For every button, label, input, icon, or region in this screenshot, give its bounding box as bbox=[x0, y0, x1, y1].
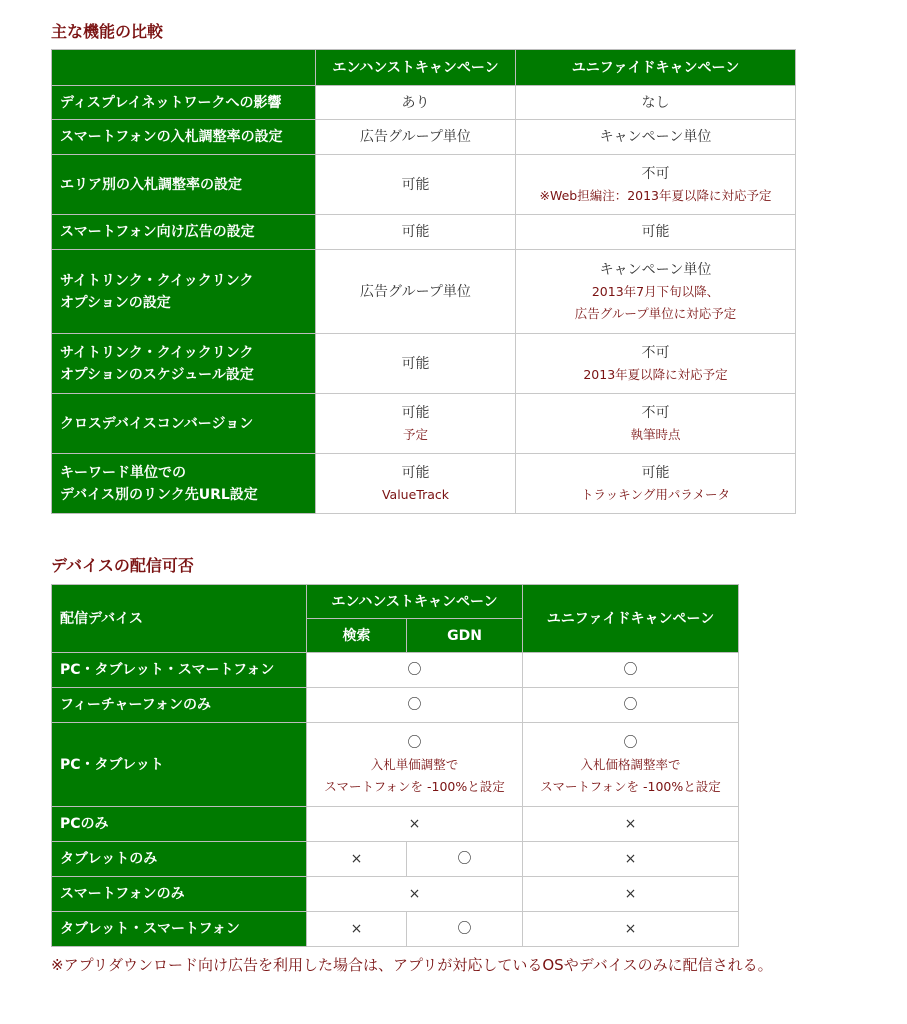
table-row bbox=[52, 912, 739, 947]
unified-note: 入札価格調整率で スマートフォンを -100%と設定 bbox=[540, 756, 721, 794]
header-search: 検索 bbox=[307, 619, 407, 653]
header-device: 配信デバイス bbox=[52, 585, 307, 653]
table-header-row bbox=[52, 585, 739, 619]
enhanced-note: ValueTrack bbox=[381, 486, 450, 502]
unified-cell: 不可 執筆時点 bbox=[516, 394, 796, 454]
unified-cell: 〇 入札価格調整率で スマートフォンを -100%と設定 bbox=[523, 723, 739, 807]
row-label: サイトリンク・クイックリンク オプションのスケジュール設定 bbox=[52, 334, 316, 394]
unified-cell: 不可 2013年夏以降に対応予定 bbox=[516, 334, 796, 394]
gdn-cell: 〇 bbox=[407, 842, 523, 877]
unified-note: ※Web担編注：2013年夏以降に対応予定 bbox=[539, 187, 772, 203]
header-enhanced: エンハンストキャンペーン bbox=[316, 50, 516, 86]
table-row bbox=[52, 842, 739, 877]
table-row bbox=[52, 334, 796, 394]
row-label: PC・タブレット bbox=[52, 723, 307, 807]
enhanced-cell: 〇 bbox=[307, 653, 523, 688]
row-label: スマートフォンのみ bbox=[52, 877, 307, 912]
unified-cell: キャンペーン単位 bbox=[516, 120, 796, 155]
unified-cell: 可能 bbox=[516, 215, 796, 250]
section-title-devices: デバイスの配信可否 bbox=[51, 556, 194, 575]
unified-cell: キャンペーン単位 2013年7月下旬以降、 広告グループ単位に対応予定 bbox=[516, 250, 796, 334]
footnote: ※アプリダウンロード向け広告を利用した場合は、アプリが対応しているOSやデバイスのみに配信される。 bbox=[51, 956, 773, 974]
row-label: キーワード単位での デバイス別のリンク先URL設定 bbox=[52, 454, 316, 514]
table-row bbox=[52, 86, 796, 120]
enhanced-cell: × bbox=[307, 807, 523, 842]
row-label: サイトリンク・クイックリンク オプションの設定 bbox=[52, 250, 316, 334]
unified-cell: × bbox=[523, 877, 739, 912]
table-row bbox=[52, 250, 796, 334]
table-header-row bbox=[52, 50, 796, 86]
unified-cell: × bbox=[523, 912, 739, 947]
section-title-features: 主な機能の比較 bbox=[51, 22, 164, 41]
row-label: PC・タブレット・スマートフォン bbox=[52, 653, 307, 688]
table-row bbox=[52, 723, 739, 807]
unified-note: 執筆時点 bbox=[630, 426, 681, 442]
unified-note: 2013年7月下旬以降、 広告グループ単位に対応予定 bbox=[574, 283, 737, 321]
enhanced-cell: 可能 予定 bbox=[316, 394, 516, 454]
enhanced-note: 入札単価調整で スマートフォンを -100%と設定 bbox=[324, 756, 505, 794]
enhanced-cell: × bbox=[307, 877, 523, 912]
search-cell: × bbox=[307, 842, 407, 877]
table-row bbox=[52, 877, 739, 912]
header-empty bbox=[52, 50, 316, 86]
table-row bbox=[52, 155, 796, 215]
table-row bbox=[52, 653, 739, 688]
unified-cell: 可能 トラッキング用パラメータ bbox=[516, 454, 796, 514]
header-unified: ユニファイドキャンペーン bbox=[516, 50, 796, 86]
unified-note: トラッキング用パラメータ bbox=[580, 486, 730, 502]
enhanced-cell: 可能 ValueTrack bbox=[316, 454, 516, 514]
enhanced-cell: あり bbox=[316, 86, 516, 120]
row-label: フィーチャーフォンのみ bbox=[52, 688, 307, 723]
header-enhanced: エンハンストキャンペーン bbox=[307, 585, 523, 619]
row-label: タブレット・スマートフォン bbox=[52, 912, 307, 947]
enhanced-cell: 広告グループ単位 bbox=[316, 120, 516, 155]
enhanced-cell: 〇 入札単価調整で スマートフォンを -100%と設定 bbox=[307, 723, 523, 807]
row-label: スマートフォンの入札調整率の設定 bbox=[52, 120, 316, 155]
unified-cell: × bbox=[523, 807, 739, 842]
table-row bbox=[52, 394, 796, 454]
table-row bbox=[52, 454, 796, 514]
enhanced-note: 予定 bbox=[402, 426, 428, 442]
unified-cell: 〇 bbox=[523, 688, 739, 723]
header-gdn: GDN bbox=[407, 619, 523, 653]
unified-cell: × bbox=[523, 842, 739, 877]
enhanced-cell: 広告グループ単位 bbox=[316, 250, 516, 334]
table-row bbox=[52, 215, 796, 250]
row-label: タブレットのみ bbox=[52, 842, 307, 877]
enhanced-cell: 可能 bbox=[316, 334, 516, 394]
row-label: クロスデバイスコンバージョン bbox=[52, 394, 316, 454]
row-label: ディスプレイネットワークへの影響 bbox=[52, 86, 316, 120]
unified-note: 2013年夏以降に対応予定 bbox=[583, 366, 728, 382]
header-unified: ユニファイドキャンペーン bbox=[523, 585, 739, 653]
enhanced-cell: 〇 bbox=[307, 688, 523, 723]
search-cell: × bbox=[307, 912, 407, 947]
device-delivery-table bbox=[51, 584, 739, 947]
row-label: PCのみ bbox=[52, 807, 307, 842]
row-label: スマートフォン向け広告の設定 bbox=[52, 215, 316, 250]
enhanced-cell: 可能 bbox=[316, 155, 516, 215]
feature-comparison-table bbox=[51, 49, 796, 514]
gdn-cell: 〇 bbox=[407, 912, 523, 947]
enhanced-cell: 可能 bbox=[316, 215, 516, 250]
unified-cell: 〇 bbox=[523, 653, 739, 688]
table-row bbox=[52, 807, 739, 842]
unified-cell: 不可 ※Web担編注：2013年夏以降に対応予定 bbox=[516, 155, 796, 215]
table-row bbox=[52, 688, 739, 723]
unified-cell: なし bbox=[516, 86, 796, 120]
row-label: エリア別の入札調整率の設定 bbox=[52, 155, 316, 215]
table-row bbox=[52, 120, 796, 155]
